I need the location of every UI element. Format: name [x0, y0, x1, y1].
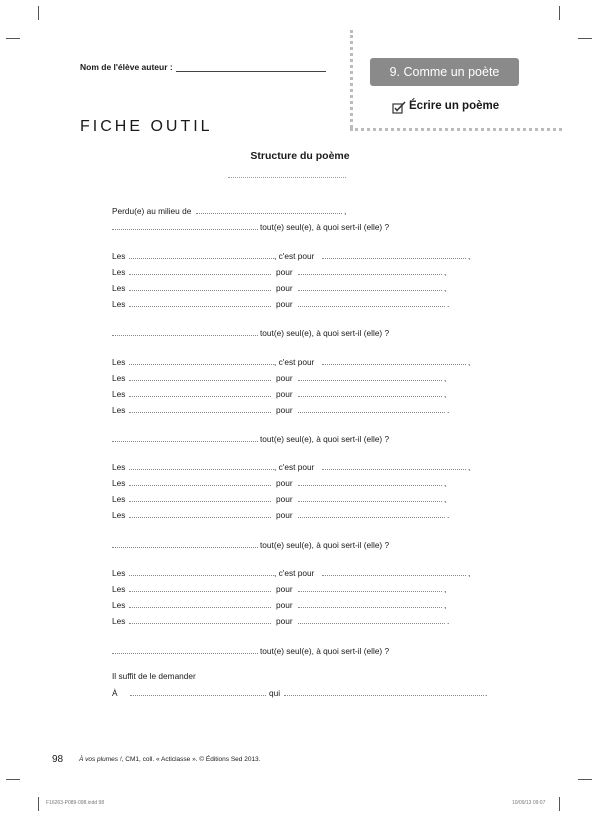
blank-field[interactable]: [129, 462, 274, 470]
crop-mark: [559, 797, 560, 811]
comma-text: ,: [444, 283, 447, 293]
blank-field[interactable]: [129, 405, 271, 413]
pour-text: pour: [276, 405, 293, 415]
les-text: Les: [112, 357, 126, 367]
les-text: Les: [112, 373, 126, 383]
blank-field[interactable]: [112, 328, 258, 336]
seul-text: tout(e) seul(e), à quoi sert-il (elle) ?: [260, 646, 390, 656]
pour-text: pour: [276, 283, 293, 293]
les-text: Les: [112, 478, 126, 488]
qui-text: qui: [269, 688, 281, 698]
cest-pour-text: , c'est pour: [274, 568, 315, 578]
seul-text: tout(e) seul(e), à quoi sert-il (elle) ?: [260, 540, 390, 550]
blank-field[interactable]: [298, 478, 442, 486]
blank-field[interactable]: [129, 478, 271, 486]
period-text: .: [447, 405, 450, 415]
blank-field[interactable]: [284, 688, 484, 696]
student-name-field[interactable]: [176, 71, 326, 72]
chapter-badge: 9. Comme un poète: [370, 58, 519, 86]
timestamp: 10/09/13 09:07: [512, 800, 546, 806]
comma-text: ,: [444, 267, 447, 277]
blank-field[interactable]: [298, 510, 445, 518]
blank-field[interactable]: [129, 510, 271, 518]
cest-pour-text: , c'est pour: [274, 357, 315, 367]
blank-field[interactable]: [298, 616, 445, 624]
blank-field[interactable]: [322, 462, 466, 470]
blank-field[interactable]: [129, 283, 271, 291]
student-name-label: Nom de l'élève auteur :: [80, 62, 173, 72]
les-text: Les: [112, 462, 126, 472]
crop-mark: [559, 6, 560, 20]
blank-field[interactable]: [322, 568, 466, 576]
page-number: 98: [52, 754, 64, 765]
comma-text: ,: [444, 600, 447, 610]
pour-text: pour: [276, 510, 293, 520]
comma-text: ,: [444, 478, 447, 488]
blank-field[interactable]: [129, 251, 274, 259]
credit-italic: À vos plumes !: [79, 756, 122, 763]
blank-field[interactable]: [129, 357, 274, 365]
les-text: Les: [112, 251, 126, 261]
pour-text: pour: [276, 299, 293, 309]
comma-text: ,: [468, 462, 471, 472]
pour-text: pour: [276, 267, 293, 277]
period-text: .: [447, 299, 450, 309]
les-text: Les: [112, 299, 126, 309]
credit-rest: , CM1, coll. « Acticlasse ». © Éditions Sed 2013.: [121, 756, 261, 763]
les-text: Les: [112, 283, 126, 293]
blank-field[interactable]: [130, 688, 266, 696]
crop-mark: [6, 779, 20, 780]
blank-field[interactable]: [298, 299, 445, 307]
pour-text: pour: [276, 373, 293, 383]
frame-dotted-horizontal: [350, 128, 562, 131]
blank-field[interactable]: [129, 373, 271, 381]
cest-pour-text: , c'est pour: [274, 462, 315, 472]
les-text: Les: [112, 389, 126, 399]
blank-field[interactable]: [298, 584, 442, 592]
comma-text: ,: [344, 206, 347, 216]
seul-text: tout(e) seul(e), à quoi sert-il (elle) ?: [260, 222, 390, 232]
blank-field[interactable]: [112, 646, 258, 654]
frame-dotted-vertical: [350, 30, 353, 128]
blank-field[interactable]: [298, 373, 442, 381]
blank-field[interactable]: [298, 494, 442, 502]
pour-text: pour: [276, 389, 293, 399]
les-text: Les: [112, 616, 126, 626]
les-text: Les: [112, 584, 126, 594]
pour-text: pour: [276, 616, 293, 626]
section-label: Écrire un poème: [409, 100, 500, 112]
les-text: Les: [112, 510, 126, 520]
les-text: Les: [112, 494, 126, 504]
comma-text: ,: [468, 568, 471, 578]
crop-mark: [38, 6, 39, 20]
comma-text: ,: [444, 373, 447, 383]
blank-field[interactable]: [129, 600, 271, 608]
seul-text: tout(e) seul(e), à quoi sert-il (elle) ?: [260, 434, 390, 444]
comma-text: ,: [468, 251, 471, 261]
a-text: À: [112, 688, 118, 698]
pour-text: pour: [276, 494, 293, 504]
comma-text: ,: [444, 494, 447, 504]
crop-mark: [578, 779, 592, 780]
blank-field[interactable]: [129, 616, 271, 624]
blank-field[interactable]: [298, 405, 445, 413]
file-name: F16263-P089-098.indd 98: [46, 800, 105, 806]
les-text: Les: [112, 267, 126, 277]
sheet-title: FICHE OUTIL: [80, 118, 213, 135]
blank-field[interactable]: [129, 299, 271, 307]
period-text: .: [485, 688, 488, 698]
crop-mark: [578, 38, 592, 39]
comma-text: ,: [468, 357, 471, 367]
blank-field[interactable]: [129, 389, 271, 397]
credit-line: [79, 756, 260, 763]
pour-text: pour: [276, 478, 293, 488]
blank-field[interactable]: [129, 267, 271, 275]
period-text: .: [447, 616, 450, 626]
blank-field[interactable]: [112, 434, 258, 442]
perdu-text: Perdu(e) au milieu de: [112, 206, 192, 216]
blank-field[interactable]: [129, 568, 274, 576]
suffit-text: Il suffit de le demander: [112, 671, 196, 681]
pour-text: pour: [276, 600, 293, 610]
pour-text: pour: [276, 584, 293, 594]
blank-field[interactable]: [112, 540, 258, 548]
crop-mark: [38, 797, 39, 811]
comma-text: ,: [444, 584, 447, 594]
seul-text: tout(e) seul(e), à quoi sert-il (elle) ?: [260, 328, 390, 338]
pencil-checkbox-icon: [392, 101, 406, 120]
crop-mark: [6, 38, 20, 39]
comma-text: ,: [444, 389, 447, 399]
les-text: Les: [112, 568, 126, 578]
blank-field[interactable]: [298, 267, 442, 275]
cest-pour-text: , c'est pour: [274, 251, 315, 261]
blank-field[interactable]: [112, 222, 258, 230]
blank-field[interactable]: [322, 251, 466, 259]
blank-field[interactable]: [298, 600, 442, 608]
les-text: Les: [112, 405, 126, 415]
poem-title-field[interactable]: [228, 177, 346, 178]
period-text: .: [447, 510, 450, 520]
les-text: Les: [112, 600, 126, 610]
poem-title: Structure du poème: [250, 150, 350, 162]
blank-field[interactable]: [322, 357, 466, 365]
blank-field[interactable]: [298, 389, 442, 397]
blank-field[interactable]: [129, 494, 271, 502]
blank-field[interactable]: [129, 584, 271, 592]
blank-field[interactable]: [196, 206, 342, 214]
blank-field[interactable]: [298, 283, 442, 291]
